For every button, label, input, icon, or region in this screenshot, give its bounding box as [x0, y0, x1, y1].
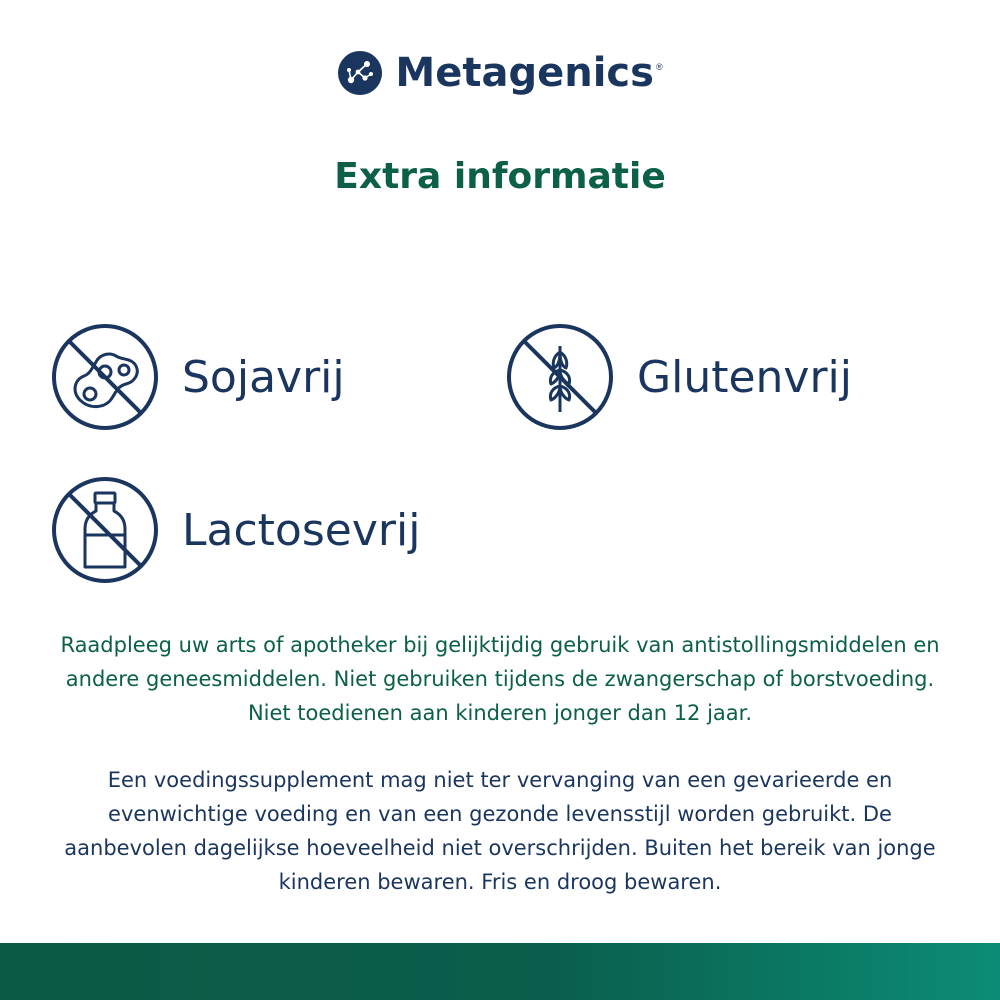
- disclaimer-paragraph: Een voedingssupplement mag niet ter vervanging van een gevarieerde en evenwichtige voeding en van een gezonde levensstijl worden gebruikt. De aanbevolen dagelijkse hoeveelheid niet overschrijden. Buiten het bereik van jonge kinderen bewaren. Fris en droog bewaren.: [64, 768, 936, 894]
- feature-label: Lactosevrij: [182, 504, 421, 556]
- feature-soy-free: [50, 322, 345, 432]
- feature-gluten-free: [505, 322, 852, 432]
- brand-name: Metagenics: [395, 50, 654, 96]
- brand-logo[interactable]: [0, 50, 1000, 96]
- feature-label: Glutenvrij: [637, 351, 852, 403]
- warning-paragraph: Raadpleeg uw arts of apotheker bij gelijktijdig gebruik van antistollingsmiddelen en andere geneesmiddelen. Niet gebruiken tijdens de zwangerschap of borstvoeding. Niet toedienen aan kinderen jonger dan 12 jaar.: [60, 633, 940, 725]
- no-gluten-icon: [505, 322, 615, 432]
- molecule-logo-icon: [337, 50, 383, 96]
- page-title: Extra informatie: [334, 156, 666, 197]
- no-lactose-icon: [50, 475, 160, 585]
- feature-lactose-free: [50, 475, 420, 585]
- footer-band: [0, 943, 1000, 1000]
- no-soy-icon: [50, 322, 160, 432]
- feature-label: Sojavrij: [182, 351, 345, 403]
- registered-mark: ®: [655, 62, 663, 72]
